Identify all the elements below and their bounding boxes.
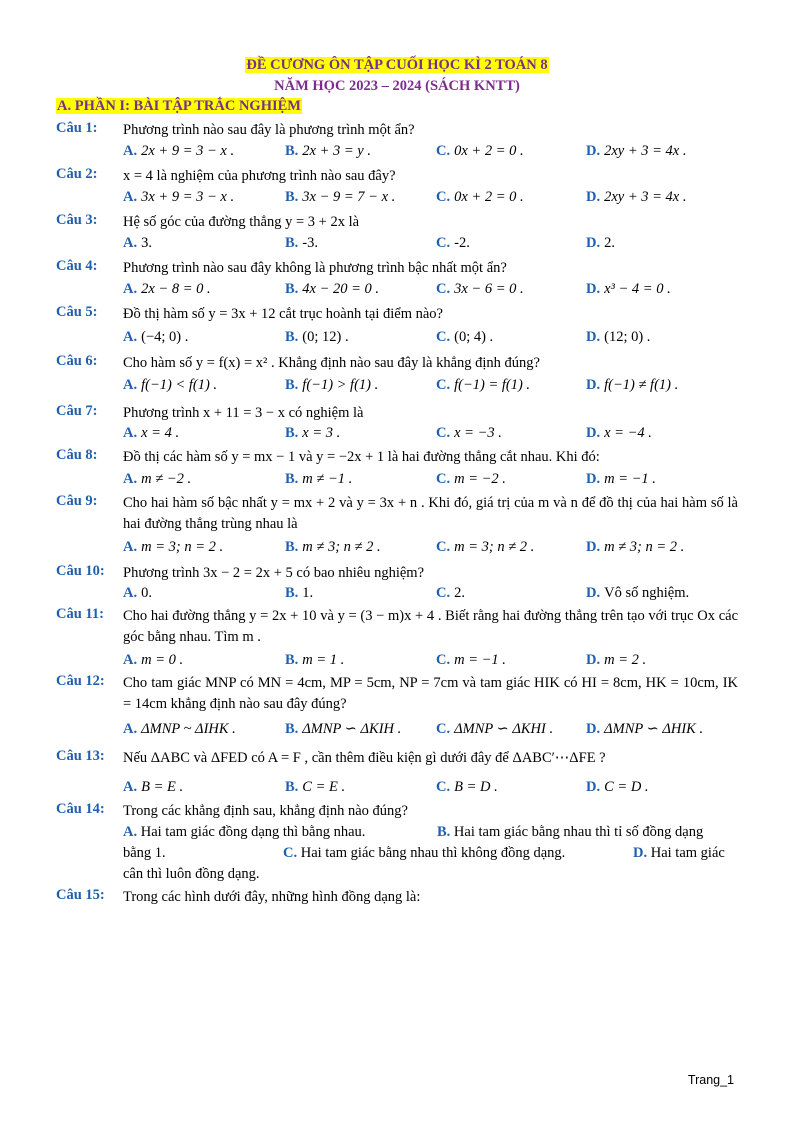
option-c: C. (0; 4) .: [436, 329, 494, 345]
option-a: A. ΔMNP ~ ΔIHK .: [123, 721, 236, 737]
option-b: B. C = E .: [285, 779, 346, 795]
option-d: D. (12; 0) .: [586, 329, 651, 345]
option-b: B. (0; 12) .: [285, 329, 349, 345]
option-a: A. 2x − 8 = 0 .: [123, 281, 211, 297]
option-b: B. -3.: [285, 235, 319, 251]
option-d: D. x³ − 4 = 0 .: [586, 281, 671, 297]
option-a: A. m = 3; n = 2 .: [123, 539, 224, 555]
document-title: ĐỀ CƯƠNG ÔN TẬP CUỐI HỌC KÌ 2 TOÁN 8: [246, 57, 548, 73]
option-c: C. 0x + 2 = 0 .: [436, 143, 524, 159]
option-d: D. x = −4 .: [586, 425, 652, 441]
options: [123, 471, 738, 491]
document-subtitle: NĂM HỌC 2023 – 2024 (SÁCH KNTT): [274, 78, 520, 94]
option-b: B. ΔMNP ∽ ΔKIH .: [285, 721, 402, 737]
option-d: D. 2xy + 3 = 4x .: [586, 143, 687, 159]
option-d: D. C = D .: [586, 779, 649, 795]
option-b: B. 1.: [285, 585, 314, 601]
option-d: D. Vô số nghiệm.: [586, 585, 690, 601]
options: [123, 377, 738, 397]
option-b: B. 3x − 9 = 7 − x .: [285, 189, 396, 205]
option-c: C. 0x + 2 = 0 .: [436, 189, 524, 205]
section-heading: A. PHẦN I: BÀI TẬP TRẮC NGHIỆM: [57, 98, 301, 114]
option-d: D. m = −1 .: [586, 471, 656, 487]
option-d: D. m = 2 .: [586, 652, 647, 668]
option-b: B. m ≠ −1 .: [285, 471, 353, 487]
option-d: D. m ≠ 3; n = 2 .: [586, 539, 685, 555]
options: [123, 281, 738, 301]
option-b: B. m ≠ 3; n ≠ 2 .: [285, 539, 381, 555]
option-d: D. 2.: [586, 235, 615, 251]
page-number: Trang_1: [687, 1073, 734, 1087]
options: [123, 652, 738, 672]
option-a: A. x = 4 .: [123, 425, 180, 441]
option-b: B. x = 3 .: [285, 425, 341, 441]
option-a: A. m = 0 .: [123, 652, 184, 668]
option-c: C. Hai tam giác bằng nhau thì không đồng dạng.: [283, 845, 566, 861]
option-c: C. B = D .: [436, 779, 498, 795]
option-c: C. ΔMNP ∽ ΔKHI .: [436, 721, 554, 737]
options: [123, 329, 738, 349]
options: [123, 425, 738, 445]
options: [123, 539, 738, 559]
option-b: B. m = 1 .: [285, 652, 345, 668]
option-a: A. 2x + 9 = 3 − x .: [123, 143, 235, 159]
option-b: B. f(−1) > f(1) .: [285, 377, 379, 393]
options: [123, 189, 738, 209]
option-a: A. B = E .: [123, 779, 184, 795]
option-c: C. m = 3; n ≠ 2 .: [436, 539, 535, 555]
option-c: C. 3x − 6 = 0 .: [436, 281, 524, 297]
option-a: A. (−4; 0) .: [123, 329, 189, 345]
option-d: D. f(−1) ≠ f(1) .: [586, 377, 679, 393]
option-d-line1: D. Hai tam giác: [633, 845, 725, 861]
option-a: A. Hai tam giác đồng dạng thì bằng nhau.: [123, 824, 366, 840]
options: [123, 721, 738, 741]
option-c: C. 2.: [436, 585, 465, 601]
option-d: D. 2xy + 3 = 4x .: [586, 189, 687, 205]
option-a: A. 0.: [123, 585, 152, 601]
option-a: A. 3x + 9 = 3 − x .: [123, 189, 235, 205]
option-c: C. m = −1 .: [436, 652, 506, 668]
question-14-options: A. Hai tam giác đồng dạng thì bằng nhau. B. Hai tam giác bằng nhau thì tỉ số đồng dạng bằng 1. C. Hai tam giác bằng nhau thì không đồng dạng. D. Hai tam giác cân thì luôn đồng dạng.: [123, 824, 725, 882]
option-c: C. f(−1) = f(1) .: [436, 377, 531, 393]
option-b: B. 2x + 3 = y .: [285, 143, 371, 159]
option-c: C. -2.: [436, 235, 470, 251]
option-c: C. x = −3 .: [436, 425, 502, 441]
options: [123, 585, 738, 605]
option-d: D. ΔMNP ∽ ΔHIK .: [586, 721, 704, 737]
option-a: A. 3.: [123, 235, 152, 251]
option-a: A. m ≠ −2 .: [123, 471, 192, 487]
option-a: A. f(−1) < f(1) .: [123, 377, 218, 393]
option-c: C. m = −2 .: [436, 471, 506, 487]
option-b-line1: B. Hai tam giác bằng nhau thì tỉ số đồng dạng: [437, 824, 704, 840]
option-b: B. 4x − 20 = 0 .: [285, 281, 380, 297]
options: [123, 143, 738, 163]
options: [123, 779, 738, 799]
options: [123, 235, 738, 255]
